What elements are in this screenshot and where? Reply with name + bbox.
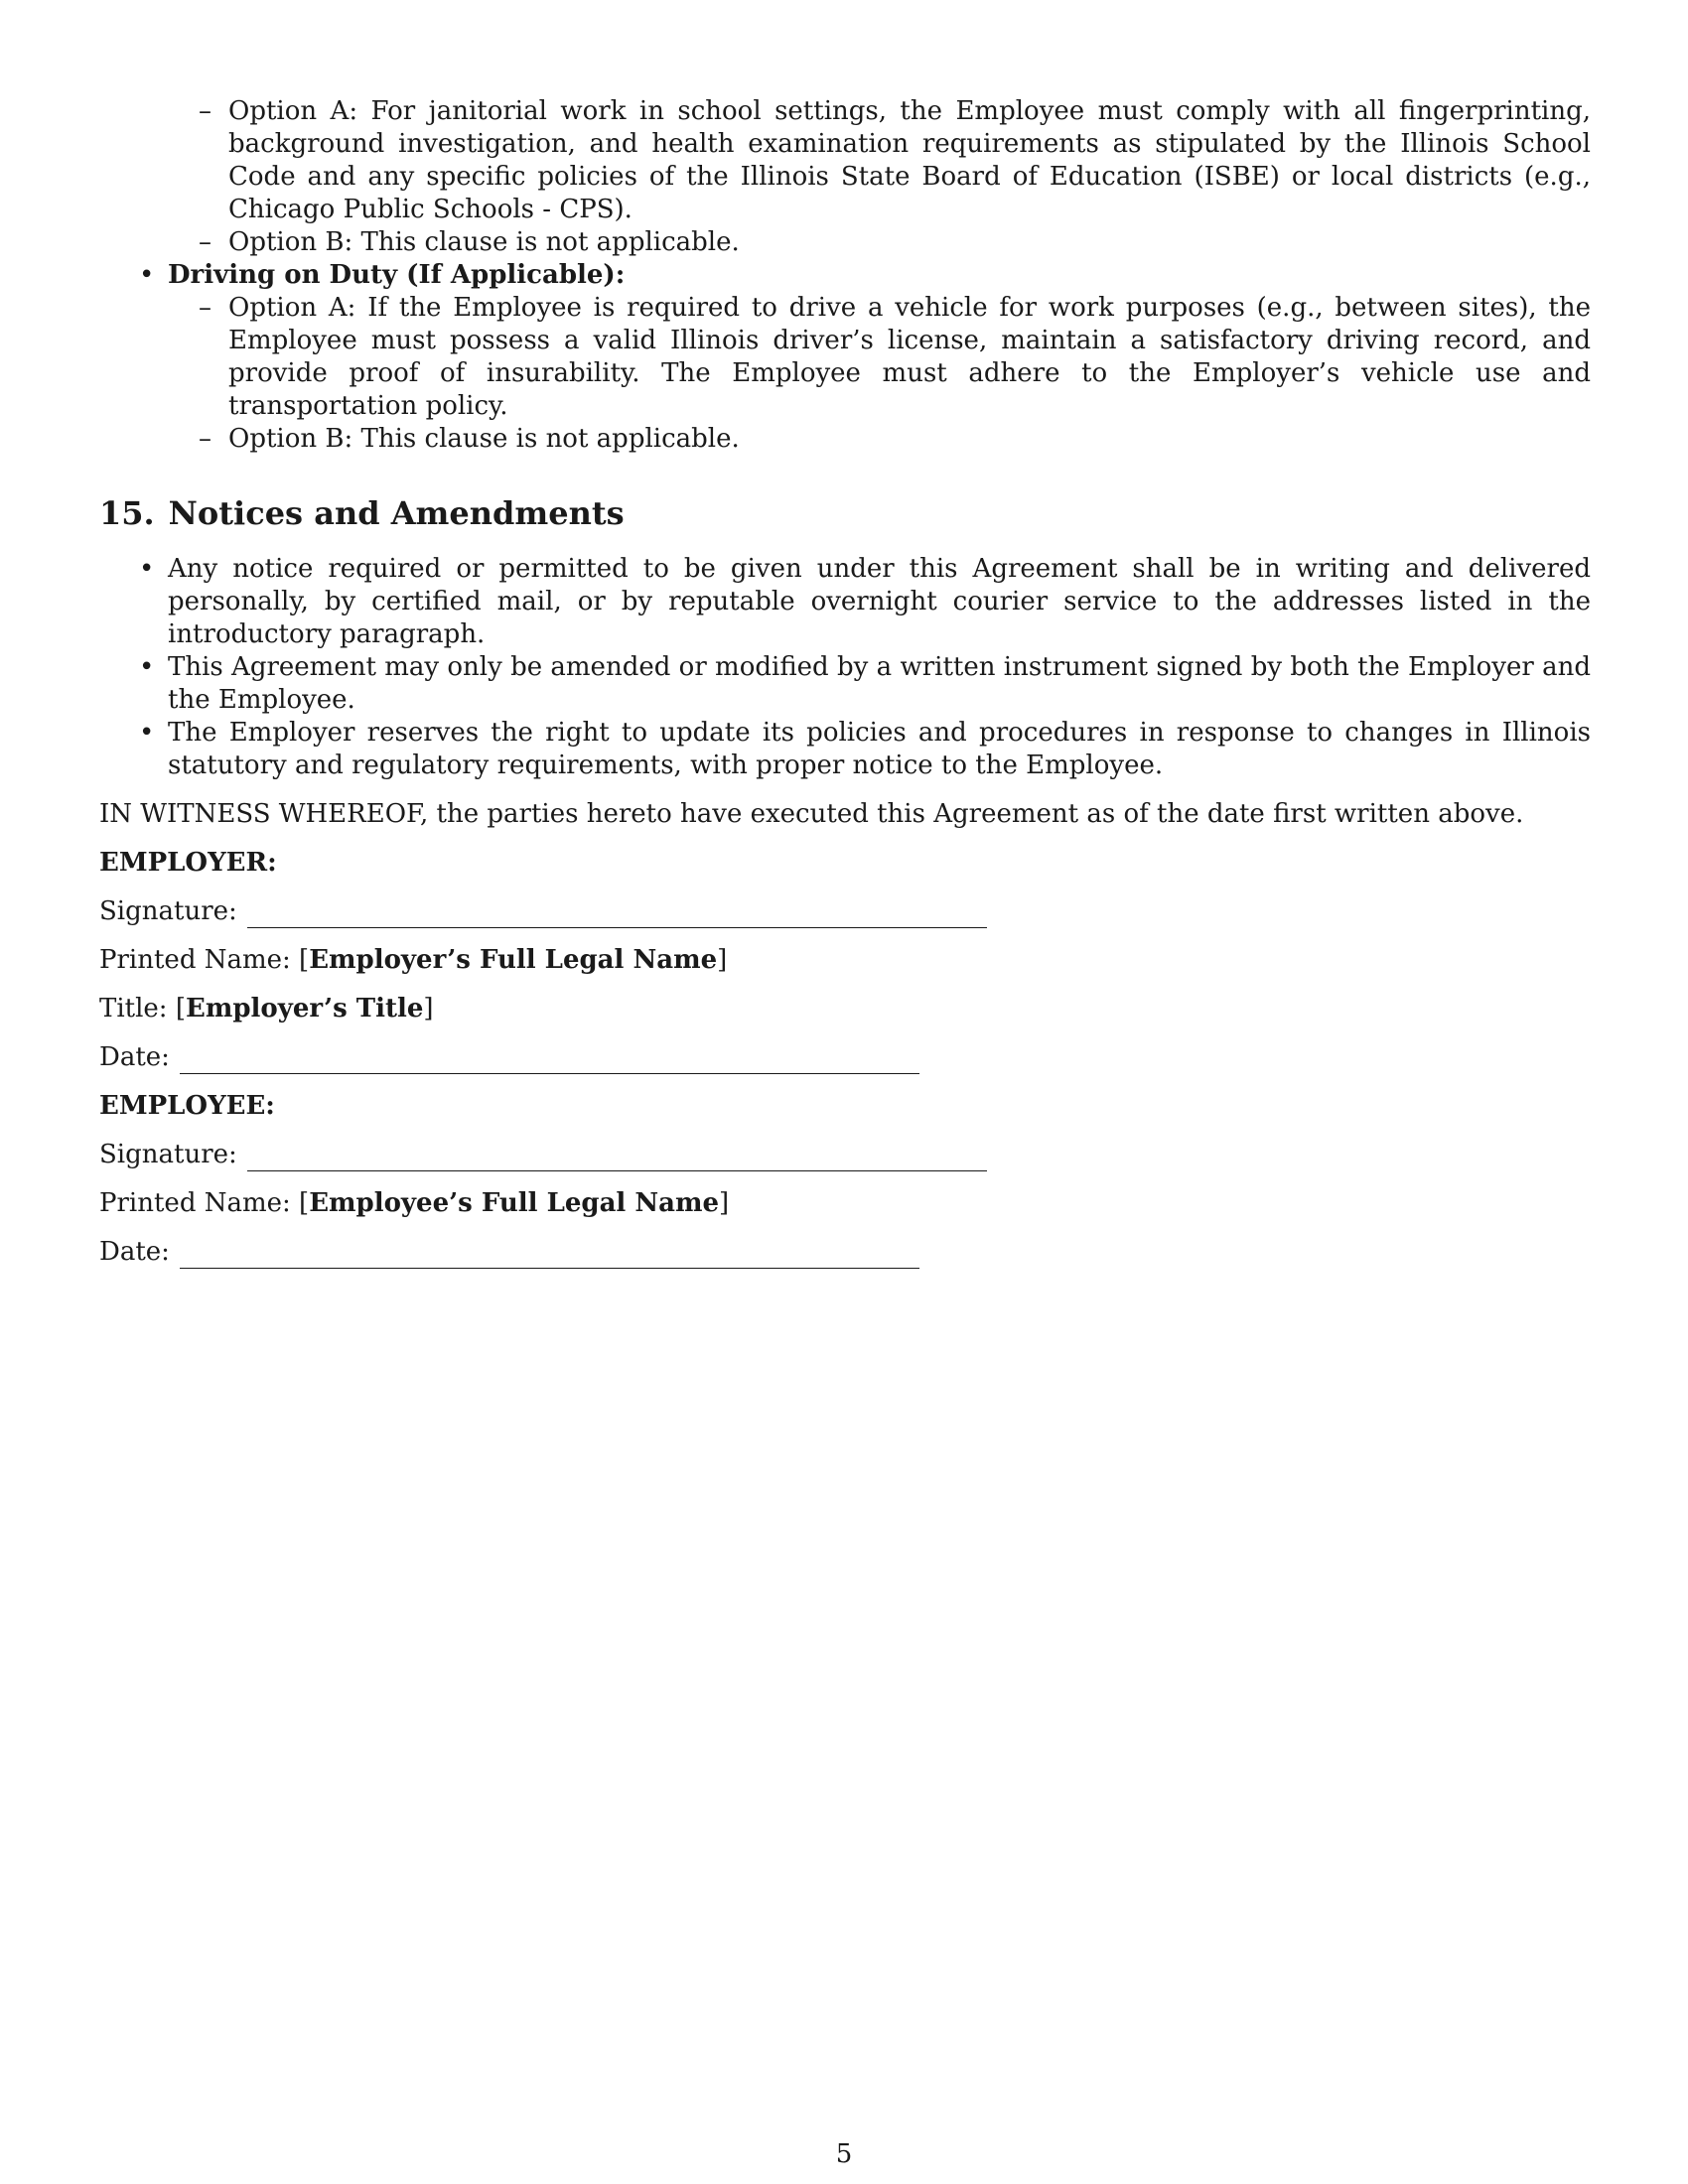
bracket-close: ] [717, 945, 728, 975]
list-item [99, 95, 1591, 226]
driving-heading: Driving on Duty (If Applicable): [168, 260, 626, 290]
bracket-open: [ [299, 945, 310, 975]
employer-signature-line [99, 895, 1591, 928]
driving-options-list [99, 292, 1591, 456]
bullet-marker: • [139, 260, 155, 290]
title-label: Title: [99, 994, 168, 1024]
employer-printed-name-value: Employer’s Full Legal Name [309, 945, 718, 975]
signature-label: Signature: [99, 1140, 237, 1169]
section-number: 15. [99, 494, 155, 532]
employee-printed-name-value: Employee’s Full Legal Name [309, 1188, 720, 1218]
section-title: Notices and Amendments [168, 494, 625, 532]
option-text: Option B: This clause is not applicable. [228, 227, 740, 257]
list-item [99, 553, 1591, 651]
document-page [99, 95, 1591, 1269]
bullet-text: Any notice required or permitted to be given under this Agreement shall be in writing and delivered personally, by certified mail, or by reputable overnight courier service to the addresses listed in the introductory paragraph. [168, 554, 1591, 649]
employee-date-field[interactable] [180, 1244, 919, 1269]
option-text: Option A: For janitorial work in school settings, the Employee must comply with all fingerprinting, background investigation, and health examination requirements as stipulated by the Illinois School Code and any specific policies of the Illinois State Board of Education (ISBE) or local districts (e.g., Chicago Public Schools - CPS). [228, 96, 1591, 224]
dash-marker: – [199, 293, 211, 323]
list-item [99, 259, 1591, 292]
date-label: Date: [99, 1237, 170, 1267]
school-options-list [99, 95, 1591, 259]
bullet-marker: • [139, 652, 155, 682]
bullet-marker: • [139, 554, 155, 584]
page-number: 5 [835, 2139, 853, 2169]
bullet-marker: • [139, 718, 155, 748]
dash-marker: – [199, 424, 211, 454]
employee-signature-line [99, 1139, 1591, 1171]
employee-printed-name-line [99, 1187, 1591, 1220]
employer-signature-field[interactable] [247, 903, 987, 928]
list-item [99, 423, 1591, 456]
option-text: Option A: If the Employee is required to drive a vehicle for work purposes (e.g., between sites), the Employee must possess a valid Illinois driver’s license, maintain a satisfactory driving record, and provide proof of insurability. The Employee must adhere to the Employer’s vehicle use and transportation policy. [228, 293, 1591, 421]
date-label: Date: [99, 1042, 170, 1072]
employer-label: EMPLOYER: [99, 848, 277, 878]
list-item [99, 717, 1591, 782]
employee-date-line [99, 1236, 1591, 1269]
employer-date-field[interactable] [180, 1049, 919, 1074]
employer-printed-name-line [99, 944, 1591, 977]
bracket-open: [ [175, 994, 186, 1024]
employee-signature-field[interactable] [247, 1147, 987, 1171]
option-text: Option B: This clause is not applicable. [228, 424, 740, 454]
list-item [99, 226, 1591, 259]
bracket-close: ] [423, 994, 434, 1024]
witness-statement: IN WITNESS WHEREOF, the parties hereto have executed this Agreement as of the date first written above. [99, 799, 1524, 829]
bracket-close: ] [719, 1188, 730, 1218]
dash-marker: – [199, 227, 211, 257]
list-item [99, 292, 1591, 423]
bullet-text: This Agreement may only be amended or modified by a written instrument signed by both the Employer and the Employee. [168, 652, 1591, 715]
employer-title-value: Employer’s Title [186, 994, 424, 1024]
dash-marker: – [199, 96, 211, 126]
employer-date-line [99, 1041, 1591, 1074]
printed-name-label: Printed Name: [99, 945, 291, 975]
driving-list [99, 259, 1591, 292]
employee-label: EMPLOYEE: [99, 1091, 275, 1121]
printed-name-label: Printed Name: [99, 1188, 291, 1218]
bullet-text: The Employer reserves the right to update its policies and procedures in response to changes in Illinois statutory and regulatory requirements, with proper notice to the Employee. [168, 718, 1591, 780]
notices-list [99, 553, 1591, 782]
section-heading [99, 493, 1591, 533]
employer-title-line [99, 993, 1591, 1025]
signature-label: Signature: [99, 896, 237, 926]
bracket-open: [ [299, 1188, 310, 1218]
list-item [99, 651, 1591, 717]
